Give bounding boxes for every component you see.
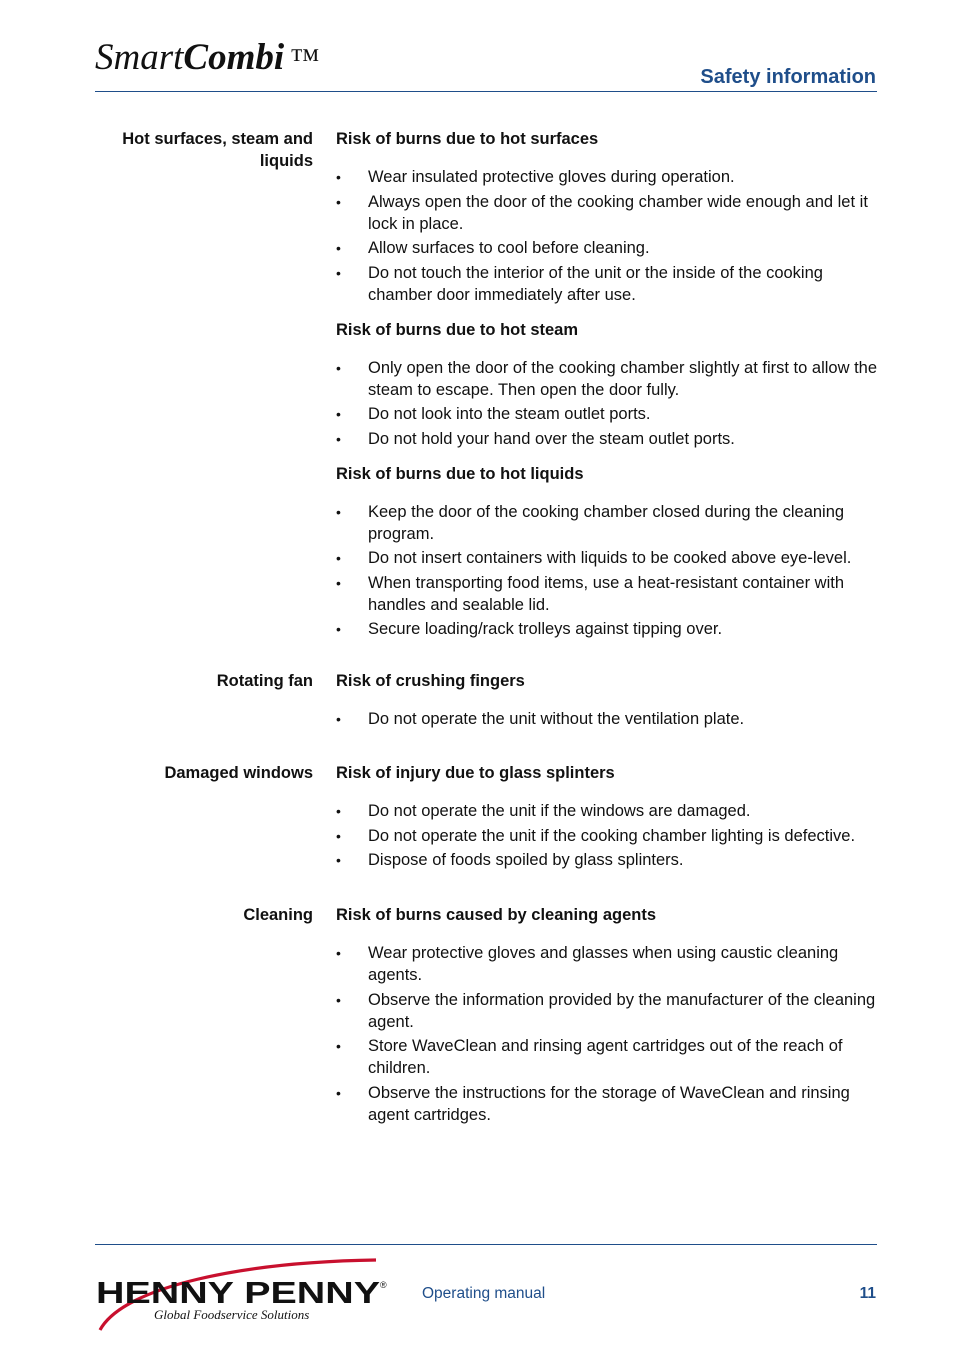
section-label: Cleaning (243, 906, 313, 924)
list-item: • Observe the information provided by the manufacturer of the cleaning agent. (336, 989, 884, 1033)
section-body (336, 762, 884, 874)
footer-divider (95, 1244, 877, 1245)
section-label: Hot surfaces, steam and liquids (122, 130, 313, 170)
bullet-list (336, 800, 884, 871)
logo-registered-mark: ® (380, 1280, 387, 1290)
bullet-list (336, 501, 884, 641)
list-item: • Dispose of foods spoiled by glass splinters. (336, 849, 884, 871)
logo-wordmark: HENNY PENNY (96, 1275, 381, 1310)
list-item: • Do not operate the unit if the cooking chamber lighting is defective. (336, 825, 884, 847)
bullet-list (336, 166, 884, 306)
brand-title (95, 36, 320, 82)
risk-title: Risk of burns due to hot steam (336, 320, 579, 339)
section-body (336, 904, 884, 1128)
list-item: • Allow surfaces to cool before cleaning. (336, 237, 884, 259)
risk-group (336, 319, 884, 450)
trademark-symbol: ™ (290, 43, 320, 76)
henny-penny-logo (94, 1256, 394, 1334)
section-body (336, 670, 884, 733)
risk-title: Risk of burns caused by cleaning agents (336, 906, 657, 924)
list-item: • Do not look into the steam outlet ports. (336, 403, 884, 425)
brand-title-bold: Combi (183, 37, 285, 78)
list-item: • Do not touch the interior of the unit or the inside of the cooking chamber door immediately after use. (336, 262, 884, 306)
risk-group (336, 128, 884, 306)
risk-title: Risk of injury due to glass splinters (336, 764, 615, 782)
list-item: • Do not operate the unit if the windows are damaged. (336, 800, 884, 822)
logo-tagline: Global Foodservice Solutions (154, 1307, 310, 1322)
list-item: • Observe the instructions for the storage of WaveClean and rinsing agent cartridges. (336, 1082, 884, 1126)
brand-title-light: Smart (95, 37, 184, 78)
list-item: • Wear protective gloves and glasses when using caustic cleaning agents. (336, 942, 884, 986)
list-item: • Secure loading/rack trolleys against tipping over. (336, 618, 884, 640)
list-item: • Do not hold your hand over the steam outlet ports. (336, 428, 884, 450)
risk-title: Risk of crushing fingers (336, 672, 525, 690)
list-item: • Store WaveClean and rinsing agent cartridges out of the reach of children. (336, 1035, 884, 1079)
footer-manual-label: Operating manual (422, 1285, 546, 1302)
list-item: • When transporting food items, use a heat-resistant container with handles and sealable lid. (336, 572, 884, 616)
section-title: Safety information (700, 66, 876, 88)
header-divider (95, 91, 877, 92)
list-item: • Only open the door of the cooking chamber slightly at first to allow the steam to escape. Then open the door fully. (336, 357, 884, 401)
risk-title: Risk of burns due to hot surfaces (336, 130, 599, 148)
page-number: 11 (859, 1285, 876, 1302)
risk-title: Risk of burns due to hot liquids (336, 464, 584, 483)
section-body (336, 128, 884, 643)
list-item: • Do not operate the unit without the ventilation plate. (336, 708, 884, 730)
list-item: • Always open the door of the cooking chamber wide enough and let it lock in place. (336, 191, 884, 235)
bullet-list (336, 708, 884, 730)
risk-group (336, 463, 884, 641)
list-item: • Wear insulated protective gloves during operation. (336, 166, 884, 188)
list-item: • Do not insert containers with liquids to be cooked above eye-level. (336, 547, 884, 569)
list-item: • Keep the door of the cooking chamber closed during the cleaning program. (336, 501, 884, 545)
section-label: Rotating fan (216, 672, 313, 690)
section-label: Damaged windows (164, 764, 313, 782)
bullet-list (336, 357, 884, 450)
bullet-list (336, 942, 884, 1126)
